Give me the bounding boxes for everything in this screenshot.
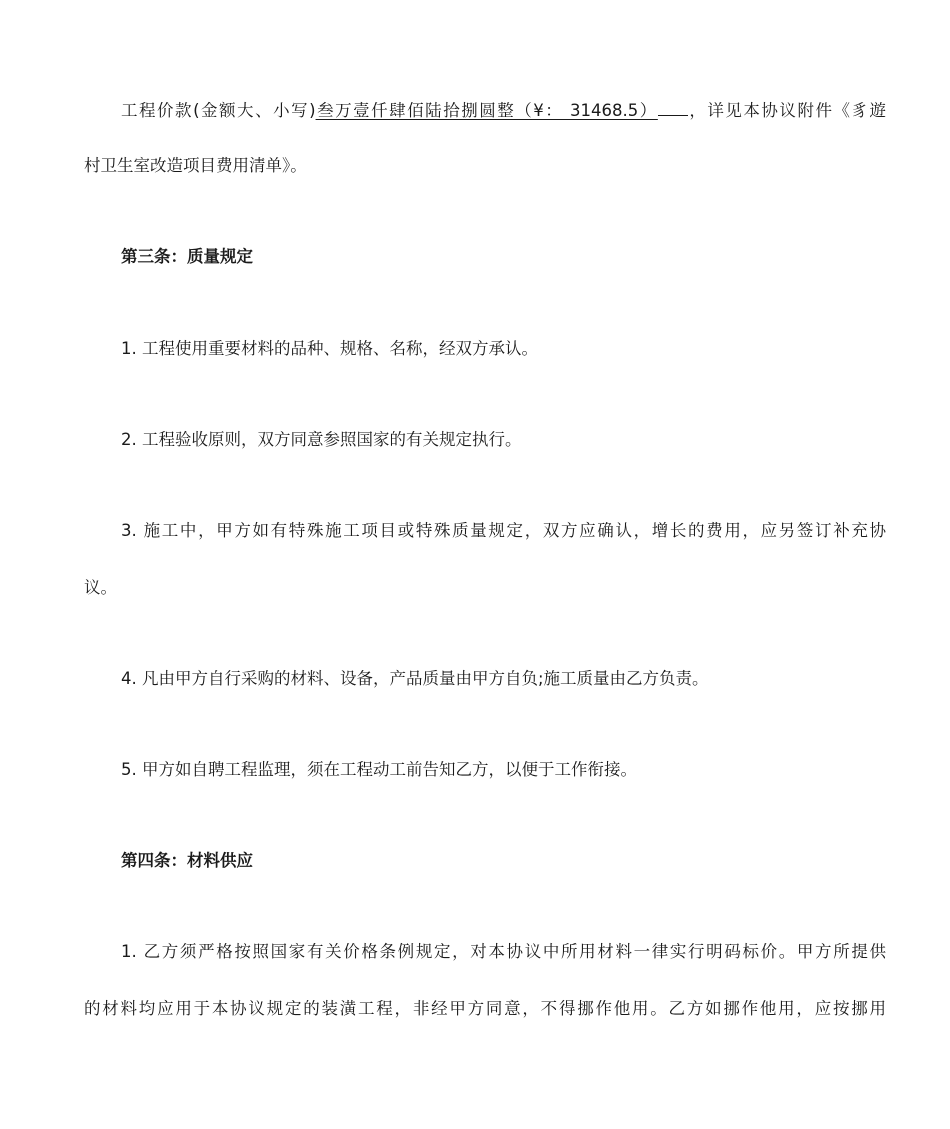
article4-heading: 第四条：材料供应 xyxy=(121,851,253,870)
article3-item-5: 5. 甲方如自聘工程监理，须在工程动工前告知乙方，以便于工作衔接。 xyxy=(121,760,637,779)
article3-item-4: 4. 凡由甲方自行采购的材料、设备，产品质量由甲方自负;施工质量由乙方负责。 xyxy=(121,669,709,688)
article3-heading: 第三条：质量规定 xyxy=(121,247,253,266)
article3-item-3: 3. 施工中，甲方如有特殊施工项目或特殊质量规定，双方应确认，增长的费用，应另签订补充协 xyxy=(121,521,886,540)
article4-item-1-continuation: 的材料均应用于本协议规定的装潢工程，非经甲方同意，不得挪作他用。乙方如挪作他用，应按挪用 xyxy=(84,999,886,1018)
article3-item-3-continuation: 议。 xyxy=(84,578,117,597)
price-label: 工程价款(金额大、小写) xyxy=(121,101,316,120)
price-clause-continuation: 村卫生室改造项目费用清单》。 xyxy=(84,156,307,175)
price-clause-line xyxy=(121,98,886,120)
article3-item-2: 2. 工程验收原则，双方同意参照国家的有关规定执行。 xyxy=(121,430,522,449)
article3-item-1: 1. 工程使用重要材料的品种、规格、名称，经双方承认。 xyxy=(121,339,538,358)
price-suffix: ，详见本协议附件《豸遊 xyxy=(687,101,886,120)
price-amount: 叁万壹仟肆佰陆拾捌圆整（¥： 31468.5） xyxy=(316,101,688,120)
article4-item-1: 1. 乙方须严格按照国家有关价格条例规定，对本协议中所用材料一律实行明码标价。甲方所提供 xyxy=(121,942,886,961)
